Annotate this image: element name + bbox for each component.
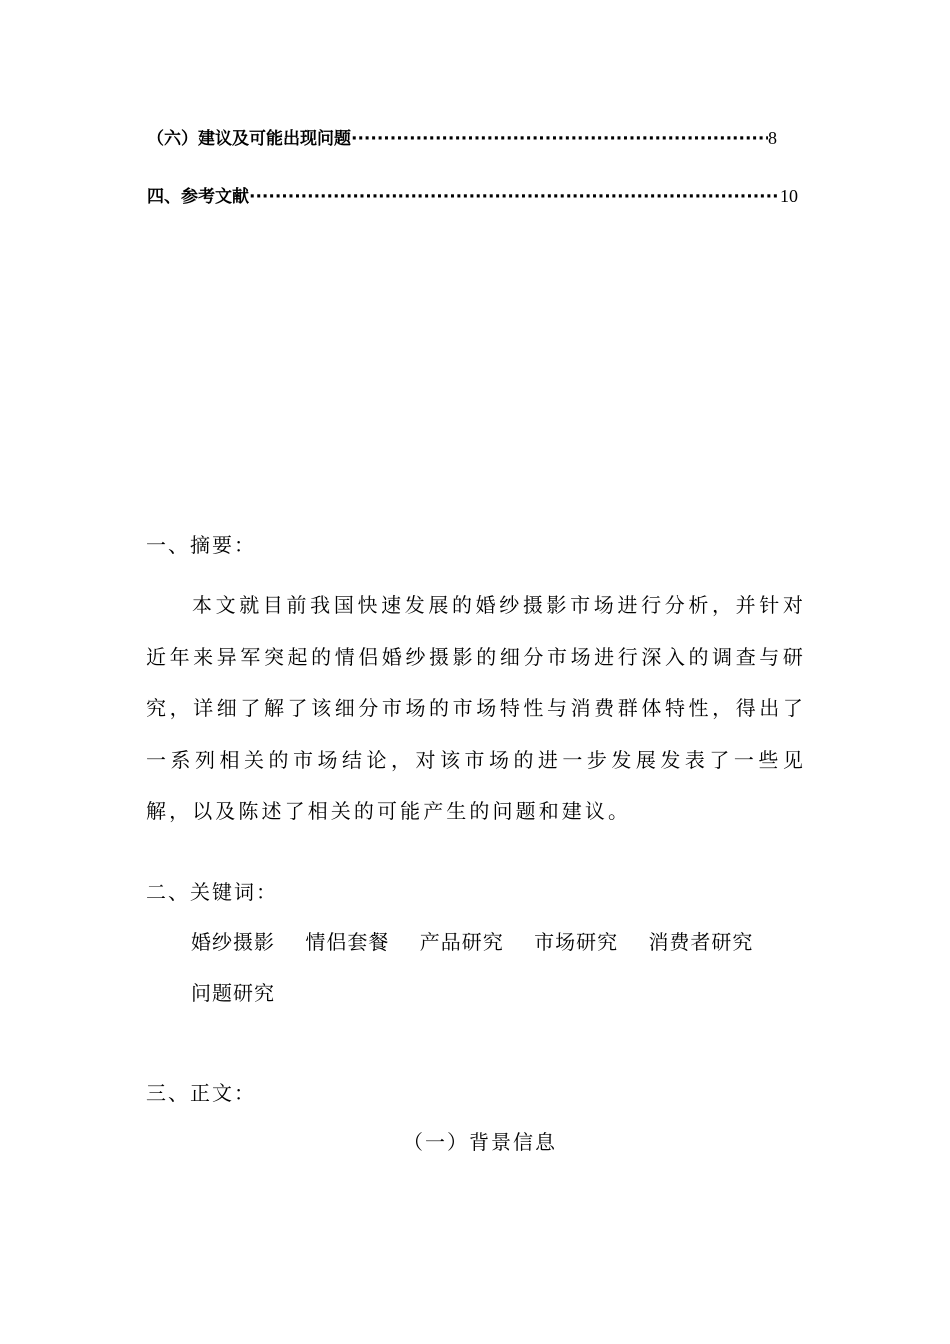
section-title xyxy=(0,1129,950,1155)
section-title-text: （一）背景信息 xyxy=(403,1130,557,1154)
abstract-heading: 一、摘要： xyxy=(146,533,256,557)
keyword-item: 婚纱摄影 xyxy=(191,930,275,954)
toc-leader-dots xyxy=(249,186,780,208)
toc-entry-label: 四、参考文献 xyxy=(147,187,249,207)
keyword-item: 产品研究 xyxy=(419,930,504,954)
keywords-list-continued xyxy=(191,980,298,1006)
keywords-heading: 二、关键词： xyxy=(146,880,278,904)
toc-entry-label: （六）建议及可能出现问题 xyxy=(147,129,351,149)
keyword-item: 消费者研究 xyxy=(648,930,754,954)
keyword-item: 市场研究 xyxy=(534,930,619,954)
toc-entry-page: 8 xyxy=(768,128,777,148)
keyword-item: 情侣套餐 xyxy=(305,930,390,954)
body-heading: 三、正文： xyxy=(146,1081,256,1105)
keyword-item: 问题研究 xyxy=(191,981,275,1005)
toc-entry xyxy=(147,127,777,150)
toc-entry-page: 10 xyxy=(780,186,798,206)
toc-entry xyxy=(147,185,798,208)
keywords-list xyxy=(191,929,776,955)
toc-leader-dots xyxy=(351,128,768,150)
abstract-text: 本文就目前我国快速发展的婚纱摄影市场进行分析，并针对近年来异军突起的情侣婚纱摄影的细分市场进行深入的调查与研究，详细了解了该细分市场的市场特性与消费群体特性，得出了一系列相关的市场结论，对该市场的进一步发展发表了一些见解，以及陈述了相关的可能产生的问题和建议。 xyxy=(146,593,806,823)
